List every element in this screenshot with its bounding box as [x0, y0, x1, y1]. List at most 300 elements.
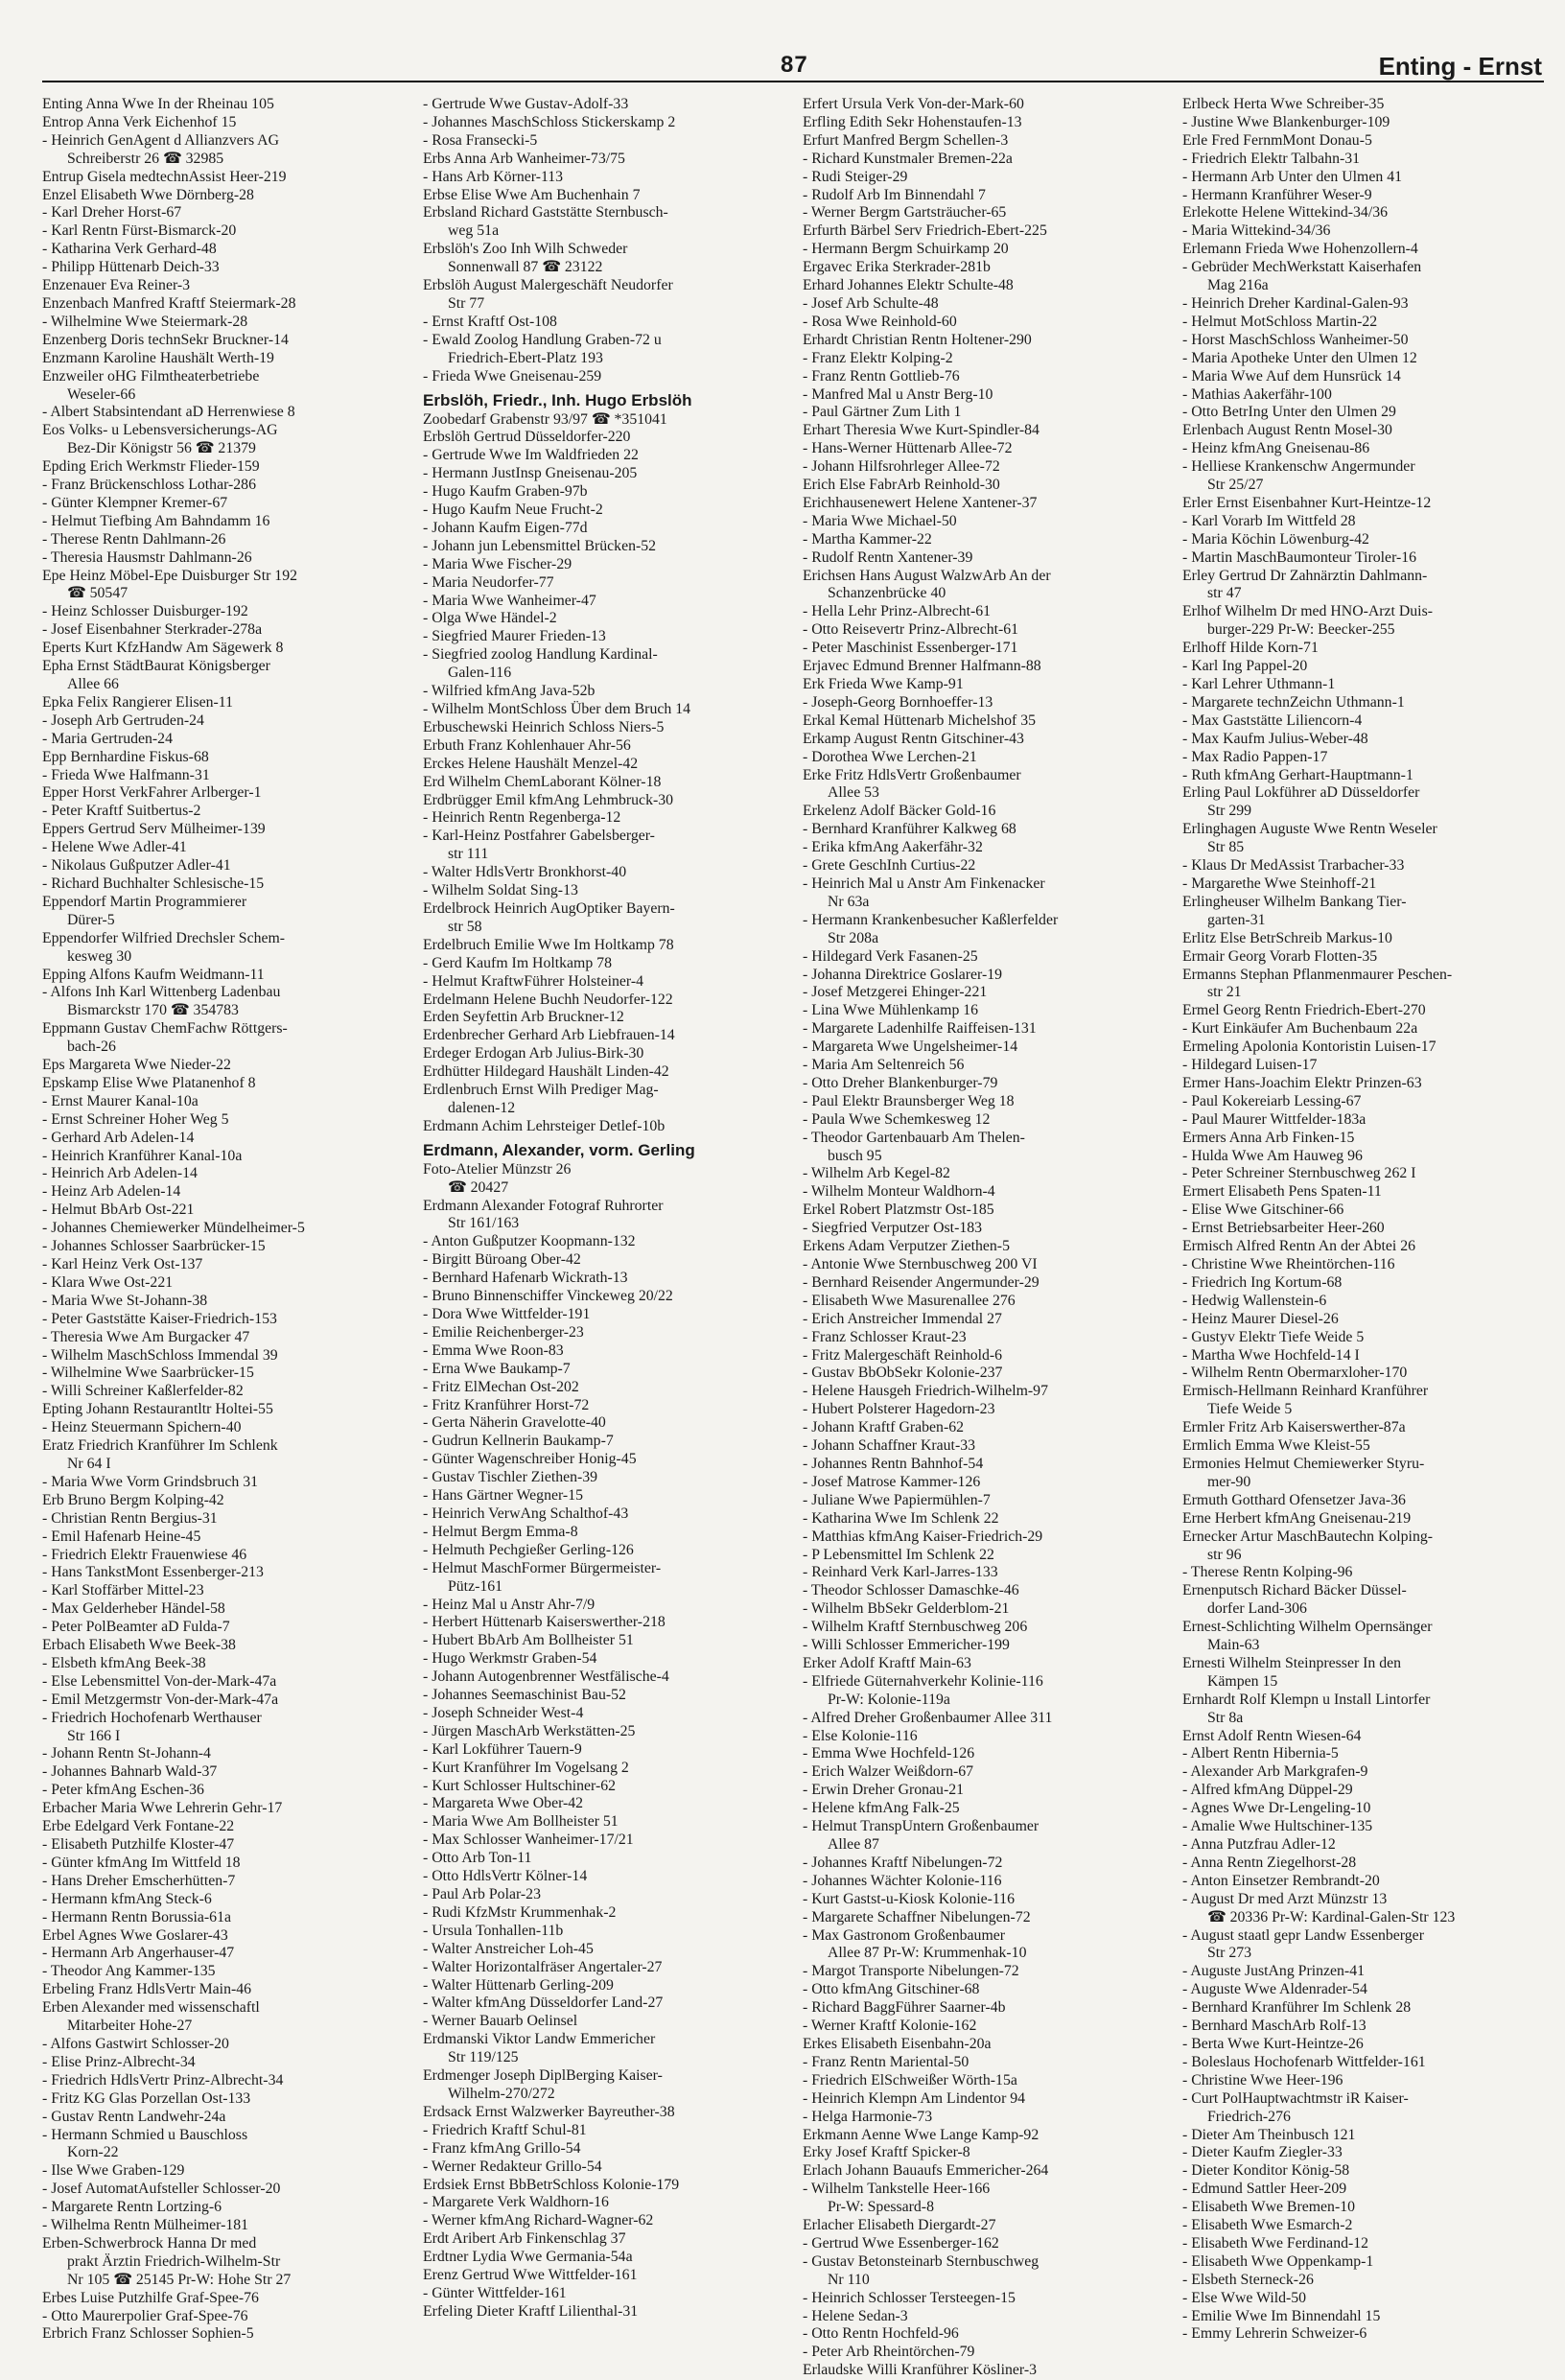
entry-line: - Gerd Kaufm Im Holtkamp 78 [423, 954, 612, 971]
directory-entry [42, 1401, 405, 1419]
entry-line: Erker Adolf Kraftf Main-63 [803, 1654, 971, 1671]
directory-entry [423, 483, 785, 502]
entry-line: - Elisabeth Putzhilfe Kloster-47 [42, 1836, 235, 1853]
directory-entry [423, 1778, 785, 1796]
entry-line: Ernhardt Rolf Klempn u Install Lintorfer [1182, 1691, 1431, 1708]
entry-line: - Theodor Gartenbauarb Am Thelen- [803, 1129, 1025, 1146]
directory-entry [423, 429, 785, 447]
entry-line: Pütz-161 [448, 1577, 503, 1595]
directory-entry [423, 719, 785, 737]
directory-entry [803, 1981, 1165, 1999]
entry-line: - Bernhard Kranführer Kalkweg 68 [803, 821, 1016, 838]
entry-line: - Max Kaufm Julius-Weber-48 [1182, 730, 1368, 747]
entry-line: - Klaus Dr MedAssist Trarbacher-33 [1182, 857, 1405, 875]
entry-line: - Emma Wwe Roon-83 [423, 1342, 564, 1359]
directory-entry [803, 241, 1165, 259]
entry-line: Epting Johann Restaurantltr Holtei-55 [42, 1401, 273, 1418]
directory-entry [423, 1941, 785, 1959]
entry-line: Erlaudske Willi Kranführer Kösliner-3 [803, 2362, 1037, 2379]
directory-entry [423, 809, 785, 828]
directory-entry [1182, 2308, 1545, 2326]
entry-line: Mitarbeiter Hohe-27 [67, 2018, 193, 2035]
entry-line: - Auguste JustAng Prinzen-41 [1182, 1963, 1365, 1980]
directory-entry [42, 1057, 405, 1075]
directory-entry [42, 930, 405, 967]
entry-line: - Ursula Tonhallen-11b [423, 1922, 564, 1939]
directory-entry [423, 1687, 785, 1705]
directory-entry [423, 2067, 785, 2104]
directory-entry [42, 295, 405, 314]
entry-line: - Elisabeth Wwe Ferdinand-12 [1182, 2234, 1369, 2252]
entry-line: Dürer-5 [67, 911, 115, 928]
directory-entry [423, 1487, 785, 1505]
entry-line: - Wilhelm MaschSchloss Immendal 39 [42, 1346, 278, 1364]
directory-entry [423, 447, 785, 465]
directory-entry [42, 1528, 405, 1547]
entry-line: - Franz Rentn Mariental-50 [803, 2053, 969, 2070]
directory-entry [803, 1437, 1165, 1456]
entry-line: - Gerhard Arb Adelen-14 [42, 1129, 195, 1146]
directory-entry [803, 2054, 1165, 2072]
entry-line: - Josef Matrose Kammer-126 [803, 1473, 981, 1490]
entry-line: - Hermann Schmied u Bauschloss [42, 2126, 248, 2143]
directory-entry [803, 676, 1165, 694]
entry-line: Pr-W: Spessard-8 [828, 2199, 934, 2216]
entry-line: Erle Fred FernmMont Donau-5 [1182, 131, 1372, 149]
directory-entry [803, 1800, 1165, 1818]
directory-entry [803, 767, 1165, 804]
directory-entry [423, 1161, 785, 1198]
directory-entry [803, 132, 1165, 151]
entry-line: - Max Gaststätte Liliencorn-4 [1182, 712, 1363, 729]
directory-entry [42, 967, 405, 985]
directory-entry [42, 2199, 405, 2217]
entry-line: - Heinz Maurer Diesel-26 [1182, 1310, 1339, 1327]
directory-entry [42, 1855, 405, 1873]
entry-line: Eperts Kurt KfzHandw Am Sägewerk 8 [42, 640, 284, 657]
entry-line: - Theodor Ang Kammer-135 [42, 1963, 216, 1980]
entry-line: - Dieter Kaufm Ziegler-33 [1182, 2144, 1343, 2161]
directory-entry [803, 1093, 1165, 1111]
entry-line: Enting Anna Wwe In der Rheinau 105 [42, 96, 274, 112]
directory-entry [423, 1361, 785, 1379]
entry-line: - Elisabeth Wwe Esmarch-2 [1182, 2217, 1353, 2234]
entry-line: - Friedrich HdlsVertr Prinz-Albrecht-34 [42, 2071, 284, 2088]
directory-entry [423, 2194, 785, 2212]
directory-entry [42, 222, 405, 241]
entry-line: Erky Josef Kraftf Spicker-8 [803, 2144, 970, 2161]
entry-line: - Walter Horizontalfräser Angertaler-27 [423, 1958, 663, 1975]
entry-line: - Johannes Wächter Kolonie-116 [803, 1872, 1002, 1889]
directory-entry [42, 875, 405, 894]
entry-line: Erdmann Alexander Fotograf Ruhrorter [423, 1197, 664, 1214]
directory-entry [1182, 1564, 1545, 1582]
entry-line: - August Dr med Arzt Münzstr 13 [1182, 1890, 1388, 1907]
entry-line: - Johanna Direktrice Goslarer-19 [803, 966, 1003, 983]
directory-entry [803, 2253, 1165, 2290]
directory-entry [1182, 2018, 1545, 2036]
entry-line: - Siegfried zoolog Handlung Kardinal- [423, 646, 658, 664]
directory-entry [803, 984, 1165, 1002]
directory-entry [42, 477, 405, 495]
entry-line: Schreiberstr 26 ☎ 32985 [67, 150, 224, 167]
entry-line: - Elsbeth Sterneck-26 [1182, 2271, 1314, 2288]
entry-line: Erdelbrock Heinrich AugOptiker Bayern- [423, 899, 675, 917]
entry-line: - Hugo Werkmstr Graben-54 [423, 1650, 597, 1668]
directory-entry [423, 2267, 785, 2285]
directory-entry [42, 1075, 405, 1093]
directory-entry [423, 1270, 785, 1288]
directory-entry [803, 404, 1165, 422]
directory-entry [803, 1220, 1165, 1238]
entry-line: - Maria Wwe St-Johann-38 [42, 1292, 208, 1309]
entry-line: - Katharina Verk Gerhard-48 [42, 241, 217, 258]
directory-entry [42, 857, 405, 875]
directory-entry [42, 1655, 405, 1673]
entry-line: - Maria Am Seltenreich 56 [803, 1057, 965, 1074]
directory-entry [423, 2122, 785, 2140]
entry-line: - Wilhelm Kraftf Sternbuschweg 206 [803, 1619, 1028, 1636]
directory-entry [423, 1082, 785, 1118]
directory-entry [423, 2140, 785, 2158]
directory-entry [1182, 694, 1545, 712]
entry-line: - Johann Schaffner Kraut-33 [803, 1437, 975, 1455]
directory-entry [1182, 386, 1545, 405]
entry-line: - Max Gastronom Großenbaumer [803, 1926, 1006, 1944]
entry-line: - Paul Kokereiarb Lessing-67 [1182, 1092, 1362, 1109]
directory-entry [42, 568, 405, 604]
directory-entry [42, 332, 405, 350]
directory-entry [803, 96, 1165, 114]
directory-entry [423, 2158, 785, 2177]
directory-entry [42, 1981, 405, 1999]
entry-line: - Kurt Gastst-u-Kiosk Kolonie-116 [803, 1890, 1015, 1907]
entry-line: - Helene Wwe Adler-41 [42, 839, 187, 856]
entry-line: Erkal Kemal Hüttenarb Michelshof 35 [803, 712, 1037, 729]
entry-line: - Paul Arb Polar-23 [423, 1886, 541, 1902]
entry-line: - Johann Rentn St-Johann-4 [42, 1745, 211, 1762]
entry-line: - Siegfried Verputzer Ost-183 [803, 1220, 983, 1237]
entry-line: - Willi Schreiner Kaßlerfelder-82 [42, 1383, 244, 1400]
entry-line: Erichhausenewert Helene Xantener-37 [803, 494, 1038, 511]
entry-line: Erbacher Maria Wwe Lehrerin Gehr-17 [42, 1800, 283, 1817]
entry-line: Erbel Agnes Wwe Goslarer-43 [42, 1926, 228, 1944]
entry-line: - Hans-Werner Hüttenarb Allee-72 [803, 440, 1013, 457]
entry-line: - Johann jun Lebensmittel Brücken-52 [423, 537, 657, 554]
entry-line: - Emilie Wwe Im Binnendahl 15 [1182, 2307, 1381, 2324]
entry-line: Erhard Johannes Elektr Schulte-48 [803, 277, 1014, 294]
directory-entry [803, 694, 1165, 712]
directory-entry [803, 2109, 1165, 2127]
entry-line: Erbsland Richard Gaststätte Sternbusch- [423, 204, 668, 222]
entry-line: - Theresia Hausmstr Dahlmann-26 [42, 548, 252, 566]
entry-line: - Wilfried kfmAng Java-52b [423, 683, 596, 700]
entry-line: - Amalie Wwe Hultschiner-135 [1182, 1818, 1373, 1835]
entry-line: - Theodor Schlosser Damaschke-46 [803, 1582, 1019, 1599]
directory-entry [803, 1492, 1165, 1510]
entry-line: - Johannes MaschSchloss Stickerskamp 2 [423, 113, 676, 130]
entry-line: - Max Schlosser Wanheimer-17/21 [423, 1832, 634, 1849]
entry-line: Erley Gertrud Dr Zahnärztin Dahlmann- [1182, 567, 1428, 584]
directory-entry [803, 1855, 1165, 1873]
entry-line: - Dieter Konditor König-58 [1182, 2162, 1350, 2180]
directory-entry [1182, 2272, 1545, 2290]
directory-entry [1182, 132, 1545, 151]
entry-line: - Alexander Arb Markgrafen-9 [1182, 1763, 1368, 1781]
directory-entry [803, 803, 1165, 821]
directory-entry [803, 477, 1165, 495]
directory-entry [423, 1342, 785, 1361]
entry-line: - Hans Gärtner Wegner-15 [423, 1487, 583, 1505]
directory-entry [423, 332, 785, 368]
directory-entry [423, 2303, 785, 2322]
entry-line: - Werner Redakteur Grillo-54 [423, 2158, 602, 2175]
entry-line: - Maria Wwe Vorm Grindsbruch 31 [42, 1473, 259, 1490]
entry-line: - Wilhelma Rentn Mülheimer-181 [42, 2217, 249, 2234]
directory-entry [803, 640, 1165, 658]
directory-entry [1182, 1927, 1545, 1964]
directory-entry [42, 1999, 405, 2036]
entry-line: Wilhelm-270/272 [448, 2085, 555, 2102]
directory-entry [803, 1564, 1165, 1582]
directory-entry [42, 132, 405, 169]
entry-line: - Richard Buchhalter Schlesische-15 [42, 875, 265, 892]
entry-line: Erbslöh Gertrud Düsseldorfer-220 [423, 429, 631, 446]
entry-line: Str 85 [1207, 839, 1245, 856]
directory-entry [423, 2104, 785, 2122]
directory-entry [42, 1165, 405, 1183]
directory-entry [423, 955, 785, 973]
directory-entry [42, 1763, 405, 1782]
directory-column-1 [42, 96, 405, 2343]
entry-line: - Else Lebensmittel Von-der-Mark-47a [42, 1672, 277, 1690]
entry-line: - Otto HdlsVertr Kölner-14 [423, 1868, 588, 1885]
directory-entry [42, 1329, 405, 1347]
entry-line: - Rudi KfzMstr Krummenhak-2 [423, 1903, 617, 1921]
directory-entry [1182, 1365, 1545, 1383]
entry-line: - Klara Wwe Ost-221 [42, 1273, 174, 1291]
directory-entry [42, 984, 405, 1020]
directory-entry [423, 96, 785, 114]
directory-entry [423, 556, 785, 574]
directory-entry [423, 1306, 785, 1324]
directory-entry [803, 1619, 1165, 1637]
entry-line: Erben Alexander med wissenschaftl [42, 1999, 260, 2017]
directory-entry [803, 912, 1165, 948]
directory-entry [423, 628, 785, 646]
entry-line: Korn-22 [67, 2144, 119, 2161]
directory-entry [42, 422, 405, 458]
directory-entry [42, 1927, 405, 1946]
directory-entry [42, 1093, 405, 1111]
directory-entry [423, 1977, 785, 1995]
entry-line: - Karl Vorarb Im Wittfeld 28 [1182, 512, 1356, 529]
entry-line: Erfling Edith Sekr Hohenstaufen-13 [803, 113, 1022, 130]
entry-line: - Heinrich Klempn Am Lindentor 94 [803, 2089, 1026, 2107]
entry-line: Erdsack Ernst Walzwerker Bayreuther-38 [423, 2103, 675, 2120]
directory-entry [42, 1510, 405, 1528]
directory-entry [803, 422, 1165, 440]
directory-entry [803, 513, 1165, 531]
entry-line: - Alfred Dreher Großenbaumer Allee 311 [803, 1709, 1053, 1726]
entry-line: - Ernst Maurer Kanal-10a [42, 1092, 199, 1109]
entry-line: Erdeger Erdogan Arb Julius-Birk-30 [423, 1045, 644, 1062]
directory-entry [423, 241, 785, 277]
directory-entry [1182, 930, 1545, 948]
entry-line: prakt Ärztin Friedrich-Wilhelm-Str [67, 2252, 281, 2270]
entry-line: - Wilhelm Soldat Sing-13 [423, 882, 578, 899]
entry-line: - Ruth kfmAng Gerhart-Hauptmann-1 [1182, 766, 1413, 783]
entry-line: - Werner Bergm Gartsträucher-65 [803, 204, 1007, 222]
directory-entry [423, 1597, 785, 1615]
entry-line: - Fritz Malergeschäft Reinhold-6 [803, 1346, 1003, 1364]
entry-line: - Franz Elektr Kolping-2 [803, 349, 953, 366]
page-header [0, 0, 1565, 84]
directory-entry [423, 1723, 785, 1741]
entry-line: Erdmann Achim Lehrsteiger Detlef-10b [423, 1117, 666, 1134]
directory-entry [1182, 1020, 1545, 1038]
entry-line: - Boleslaus Hochofenarb Wittfelder-161 [1182, 2053, 1426, 2070]
entry-line: Epper Horst VerkFahrer Arlberger-1 [42, 784, 262, 802]
entry-line: - Helmut KraftwFührer Holsteiner-4 [423, 972, 643, 990]
directory-entry [803, 1111, 1165, 1130]
directory-entry [1182, 2325, 1545, 2344]
directory-entry [803, 1999, 1165, 2018]
directory-entry [803, 1256, 1165, 1274]
directory-entry [803, 2018, 1165, 2036]
entry-line: - Karl Dreher Horst-67 [42, 204, 182, 222]
directory-entry [423, 1524, 785, 1542]
entry-line: - Joseph Schneider West-4 [423, 1704, 584, 1721]
entry-line: Zoobedarf Grabenstr 93/97 ☎ *351041 [423, 410, 667, 428]
entry-line: - Otto Reisevertr Prinz-Albrecht-61 [803, 621, 1019, 639]
entry-line: - Ewald Zoolog Handlung Graben-72 u [423, 331, 662, 348]
entry-line: Ermanns Stephan Pflanmenmaurer Peschen- [1182, 966, 1453, 983]
directory-entry [42, 749, 405, 767]
entry-line: - Wilhelm Rentn Obermarxloher-170 [1182, 1365, 1408, 1382]
directory-entry [803, 1456, 1165, 1474]
entry-line: - Juliane Wwe Papiermühlen-7 [803, 1491, 991, 1508]
directory-entry [423, 132, 785, 151]
entry-line: Nr 64 I [67, 1455, 111, 1472]
entry-line: - Else Wwe Wild-50 [1182, 2289, 1307, 2306]
entry-line: - Friedrich Kraftf Schul-81 [423, 2121, 587, 2138]
entry-line: - Franz Brückenschloss Lothar-286 [42, 477, 256, 494]
directory-entry [42, 1547, 405, 1565]
directory-entry [423, 1650, 785, 1668]
entry-line: - Heinrich Schlosser Tersteegen-15 [803, 2289, 1016, 2306]
directory-entry [1182, 1800, 1545, 1818]
directory-entry [803, 1311, 1165, 1329]
directory-entry [42, 1365, 405, 1383]
entry-line: - Franz kfmAng Grillo-54 [423, 2139, 581, 2157]
entry-line: - Joseph-Georg Bornhoeffer-13 [803, 693, 993, 711]
entry-line: - Matthias kfmAng Kaiser-Friedrich-29 [803, 1528, 1043, 1545]
directory-entry [42, 1474, 405, 1492]
entry-line: Erd Wilhelm ChemLaborant Kölner-18 [423, 773, 662, 790]
directory-entry [42, 894, 405, 930]
entry-line: Erdenbrecher Gerhard Arb Liebfrauen-14 [423, 1027, 675, 1044]
entry-line: Enzenbach Manfred Kraftf Steiermark-28 [42, 294, 296, 312]
entry-line: - Emmy Lehrerin Schweizer-6 [1182, 2325, 1367, 2343]
entry-line: Erfert Ursula Verk Von-der-Mark-60 [803, 96, 1024, 112]
entry-line: Erbslöh August Malergeschäft Neudorfer [423, 277, 673, 294]
entry-line: Erlach Johann Bauaufs Emmericher-264 [803, 2162, 1049, 2180]
entry-line: - Bruno Binnenschiffer Vinckeweg 20/22 [423, 1288, 673, 1305]
entry-line: - Alfons Gastwirt Schlosser-20 [42, 2035, 229, 2052]
entry-line: Erben-Schwerbrock Hanna Dr med [42, 2234, 257, 2252]
directory-entry [423, 1705, 785, 1723]
entry-line: - Hermann Bergm Schuirkamp 20 [803, 241, 1009, 258]
entry-line: - Johann Kaufm Eigen-77d [423, 519, 588, 536]
directory-entry [1182, 568, 1545, 604]
directory-entry [1182, 767, 1545, 785]
directory-entry [1182, 1692, 1545, 1728]
directory-entry [803, 2127, 1165, 2145]
directory-entry [1182, 2144, 1545, 2162]
directory-entry [803, 187, 1165, 205]
directory-entry [423, 574, 785, 593]
entry-line: Ermel Georg Rentn Friedrich-Ebert-270 [1182, 1002, 1426, 1019]
directory-entry [42, 2325, 405, 2344]
entry-line: - Helene Sedan-3 [803, 2307, 908, 2324]
entry-line: - Hans Dreher Emscherhütten-7 [42, 1872, 236, 1889]
directory-entry [803, 1130, 1165, 1166]
entry-line: - Heinrich VerwAng Schalthof-43 [423, 1505, 629, 1522]
entry-line: - Emil Hafenarb Heine-45 [42, 1528, 201, 1545]
entry-line: - Dieter Am Theinbusch 121 [1182, 2126, 1356, 2143]
directory-entry [42, 350, 405, 368]
directory-entry [423, 1614, 785, 1632]
entry-line: Erdbrügger Emil kfmAng Lehmbruck-30 [423, 791, 674, 808]
entry-line: Ermuth Gotthard Ofensetzer Java-36 [1182, 1491, 1406, 1508]
entry-line: - Dora Wwe Wittfelder-191 [423, 1306, 591, 1322]
entry-line: - Karl Ing Pappel-20 [1182, 658, 1308, 675]
entry-line: garten-31 [1207, 911, 1266, 928]
directory-entry [423, 1560, 785, 1597]
entry-line: Erckes Helene Haushält Menzel-42 [423, 755, 639, 772]
directory-entry [42, 1020, 405, 1057]
directory-entry [423, 683, 785, 701]
entry-line: - Margarete Schaffner Nibelungen-72 [803, 1908, 1031, 1925]
entry-line: Enzweiler oHG Filmtheaterbetriebe [42, 367, 260, 385]
entry-line: - Helmut MotSchloss Martin-22 [1182, 313, 1378, 330]
entry-line: - Peter PolBeamter aD Fulda-7 [42, 1619, 230, 1636]
entry-line: - Heinrich Mal u Anstr Am Finkenacker [803, 875, 1045, 892]
entry-line: Ermeling Apolonia Kontoristin Luisen-17 [1182, 1038, 1437, 1056]
directory-entry [803, 2308, 1165, 2326]
directory-entry [423, 151, 785, 169]
directory-entry [423, 1832, 785, 1850]
entry-line: - Helmut Bergm Emma-8 [423, 1523, 578, 1540]
directory-entry [423, 792, 785, 810]
entry-line: - Johannes Bahnarb Wald-37 [42, 1763, 218, 1781]
entry-line: - Maria Wwe Wanheimer-47 [423, 592, 596, 609]
entry-line: Ermer Hans-Joachim Elektr Prinzen-63 [1182, 1074, 1422, 1091]
directory-entry [42, 767, 405, 785]
directory-entry [803, 2072, 1165, 2090]
directory-entry [423, 2031, 785, 2067]
directory-entry [42, 1891, 405, 1909]
directory-entry [42, 1148, 405, 1166]
directory-entry [42, 1600, 405, 1619]
directory-entry [42, 2308, 405, 2326]
entry-line: Nr 110 [828, 2271, 870, 2288]
entry-line: - Hildegard Verk Fasanen-25 [803, 947, 978, 965]
entry-line: - Anton Gußputzer Koopmann-132 [423, 1233, 636, 1250]
entry-line: - Gertrud Wwe Essenberger-162 [803, 2234, 999, 2252]
directory-entry [42, 603, 405, 621]
